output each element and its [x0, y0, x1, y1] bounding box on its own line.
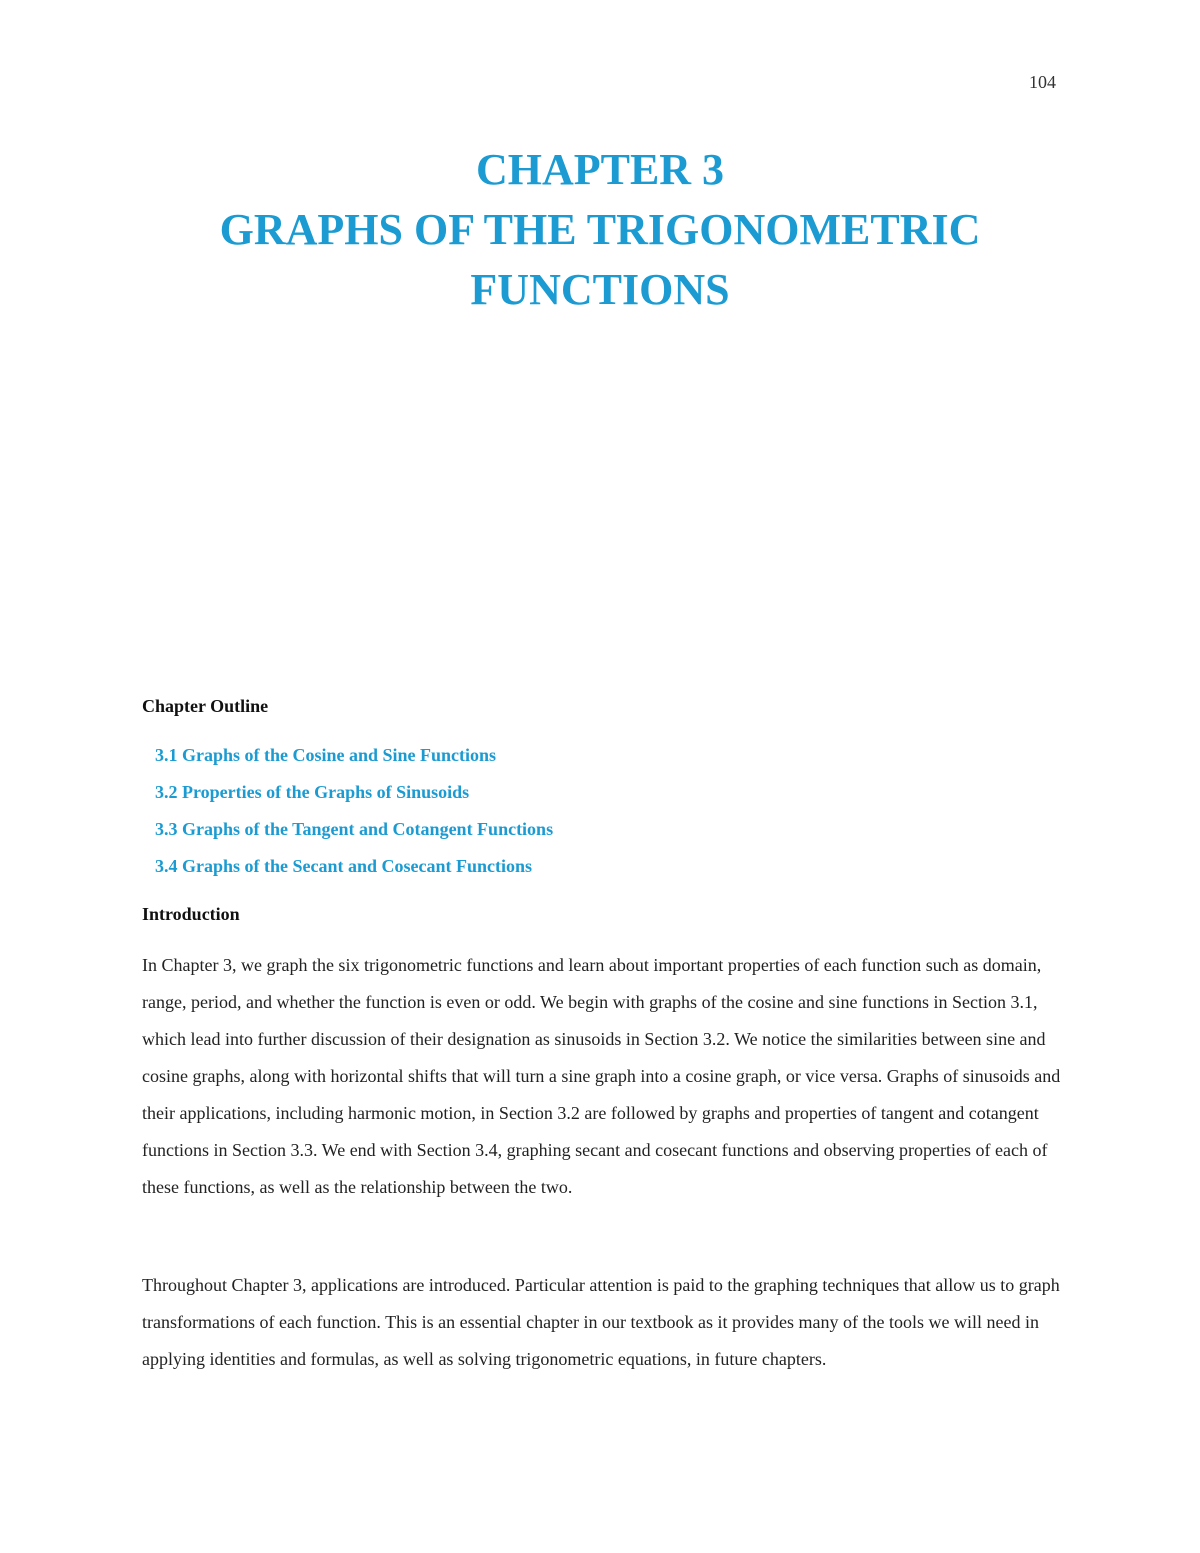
- chapter-title-line-2: FUNCTIONS: [470, 265, 730, 314]
- outline-link-3-4[interactable]: 3.4 Graphs of the Secant and Cosecant Functions: [155, 856, 533, 876]
- chapter-title-line-1: GRAPHS OF THE TRIGONOMETRIC: [219, 205, 981, 254]
- introduction-heading: Introduction: [142, 904, 240, 924]
- chapter-outline-heading: Chapter Outline: [142, 696, 269, 716]
- outline-link-3-3[interactable]: 3.3 Graphs of the Tangent and Cotangent Functions: [155, 819, 554, 839]
- outline-link-3-1[interactable]: 3.1 Graphs of the Cosine and Sine Functions: [155, 745, 497, 765]
- chapter-label: CHAPTER 3: [475, 145, 725, 194]
- chapter-heading: [0, 140, 1200, 320]
- introduction-paragraph-2: Throughout Chapter 3, applications are introduced. Particular attention is paid to the graphing techniques that allow us to graph transformations of each function. This is an essential chapter in our textbook as it provides many of the tools we will need in applying identities and formulas, as well as solving trigonometric equations, in future chapters.: [142, 1275, 1060, 1369]
- introduction-paragraph-1: In Chapter 3, we graph the six trigonometric functions and learn about important properties of each function such as domain, range, period, and whether the function is even or odd. We begin with graphs of the cosine and sine functions in Section 3.1, which lead into further discussion of their designation as sinusoids in Section 3.2. We notice the similarities between sine and cosine graphs, along with horizontal shifts that will turn a sine graph into a cosine graph, or vice versa. Graphs of sinusoids and their applications, including harmonic motion, in Section 3.2 are followed by graphs and properties of tangent and cotangent functions in Section 3.3. We end with Section 3.4, graphing secant and cosecant functions and observing properties of each of these functions, as well as the relationship between the two.: [142, 955, 1061, 1197]
- page-number: 104: [1029, 72, 1056, 92]
- outline-link-3-2[interactable]: 3.2 Properties of the Graphs of Sinusoids: [155, 782, 470, 802]
- chapter-outline-list: [155, 742, 553, 890]
